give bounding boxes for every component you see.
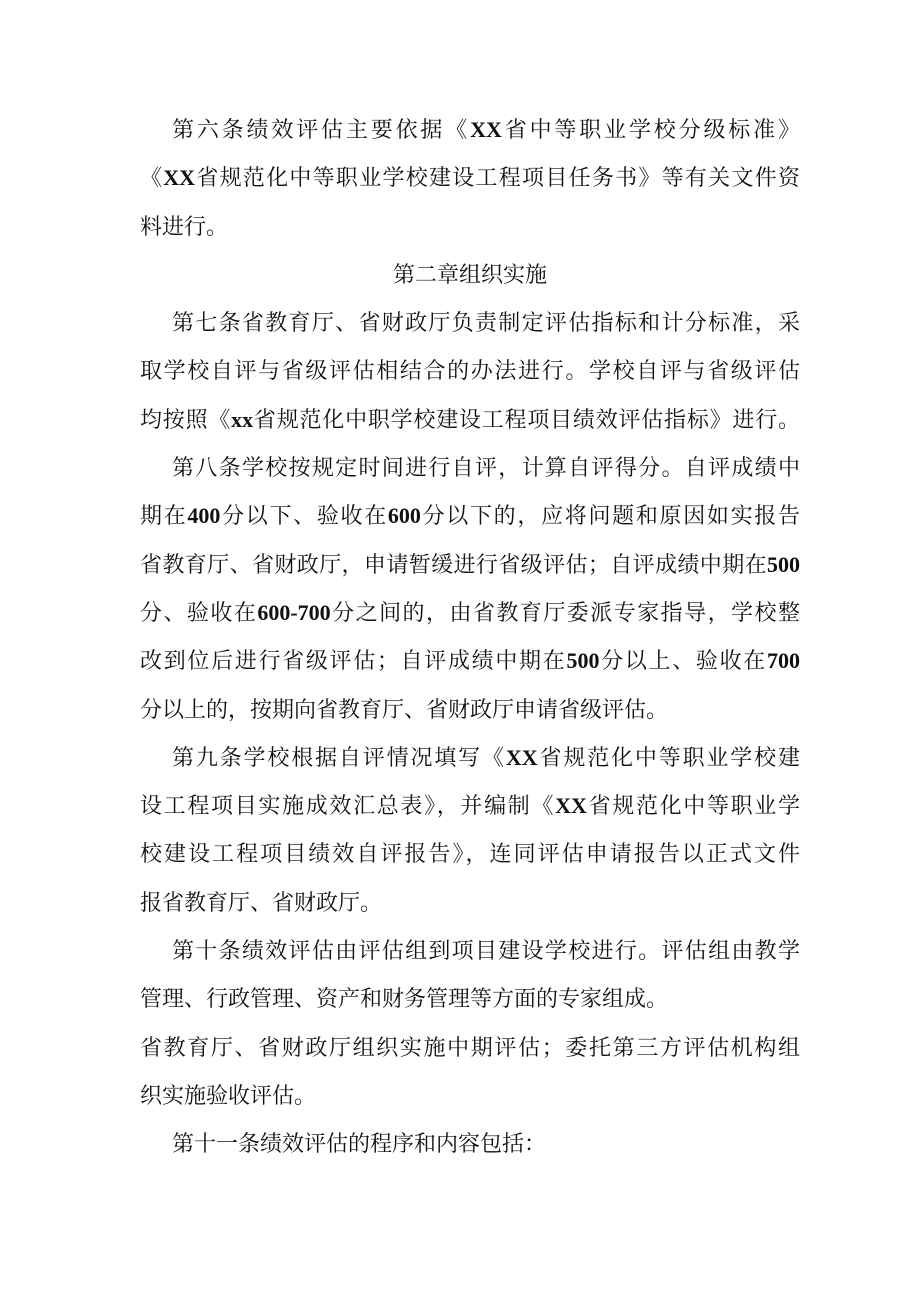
paragraph-line: 取学校自评与省级评估相结合的办法进行。学校自评与省级评估: [140, 358, 800, 384]
paragraph-line: 管理、行政管理、资产和财务管理等方面的专家组成。: [140, 986, 669, 1012]
paragraph-line: 料进行。: [140, 213, 229, 239]
article-7: [140, 299, 800, 444]
paragraph-line: 设工程项目实施成效汇总表》，并编制《XX省规范化中等职业学: [140, 793, 800, 819]
article-6: [140, 106, 800, 251]
paragraph-line: 均按照《xx省规范化中职学校建设工程项目绩效评估指标》进行。: [140, 406, 800, 432]
article-9: [140, 734, 800, 927]
paragraph-line: 第六条绩效评估主要依据《XX省中等职业学校分级标准》: [172, 117, 800, 142]
paragraph-line: 期在400分以下、验收在600分以下的，应将问题和原因如实报告: [140, 503, 800, 529]
paragraph-line: 织实施验收评估。: [140, 1082, 317, 1108]
paragraph-line: 改到位后进行省级评估；自评成绩中期在500分以上、验收在700: [140, 648, 800, 674]
paragraph-line: 报省教育厅、省财政厅。: [140, 889, 383, 915]
paragraph-line: 第八条学校按规定时间进行自评，计算自评得分。自评成绩中: [172, 455, 800, 481]
paragraph-line: 第十条绩效评估由评估组到项目建设学校进行。评估组由教学: [172, 938, 800, 964]
paragraph-line: 省教育厅、省财政厅组织实施中期评估；委托第三方评估机构组: [140, 1034, 800, 1060]
document-page: [140, 106, 800, 1169]
chapter-heading: 第二章组织实施: [392, 261, 547, 287]
paragraph-line: 《XX省规范化中等职业学校建设工程项目任务书》等有关文件资: [140, 165, 800, 191]
article-8: [140, 444, 800, 734]
paragraph-line: 分、验收在600-700分之间的，由省教育厅委派专家指导，学校整: [140, 599, 800, 625]
article-10: [140, 927, 800, 1120]
paragraph-line: 第九条学校根据自评情况填写《XX省规范化中等职业学校建: [172, 744, 800, 770]
paragraph-line: 分以上的，按期向省教育厅、省财政厅申请省级评估。: [140, 696, 669, 722]
paragraph-line: 第十一条绩效评估的程序和内容包括：: [172, 1131, 547, 1157]
paragraph-line: 省教育厅、省财政厅，申请暂缓进行省级评估；自评成绩中期在500: [140, 551, 800, 577]
article-11: [140, 1120, 800, 1168]
paragraph-line: 第七条省教育厅、省财政厅负责制定评估指标和计分标准，采: [172, 310, 800, 336]
paragraph-line: 校建设工程项目绩效自评报告》，连同评估申请报告以正式文件: [140, 841, 800, 867]
